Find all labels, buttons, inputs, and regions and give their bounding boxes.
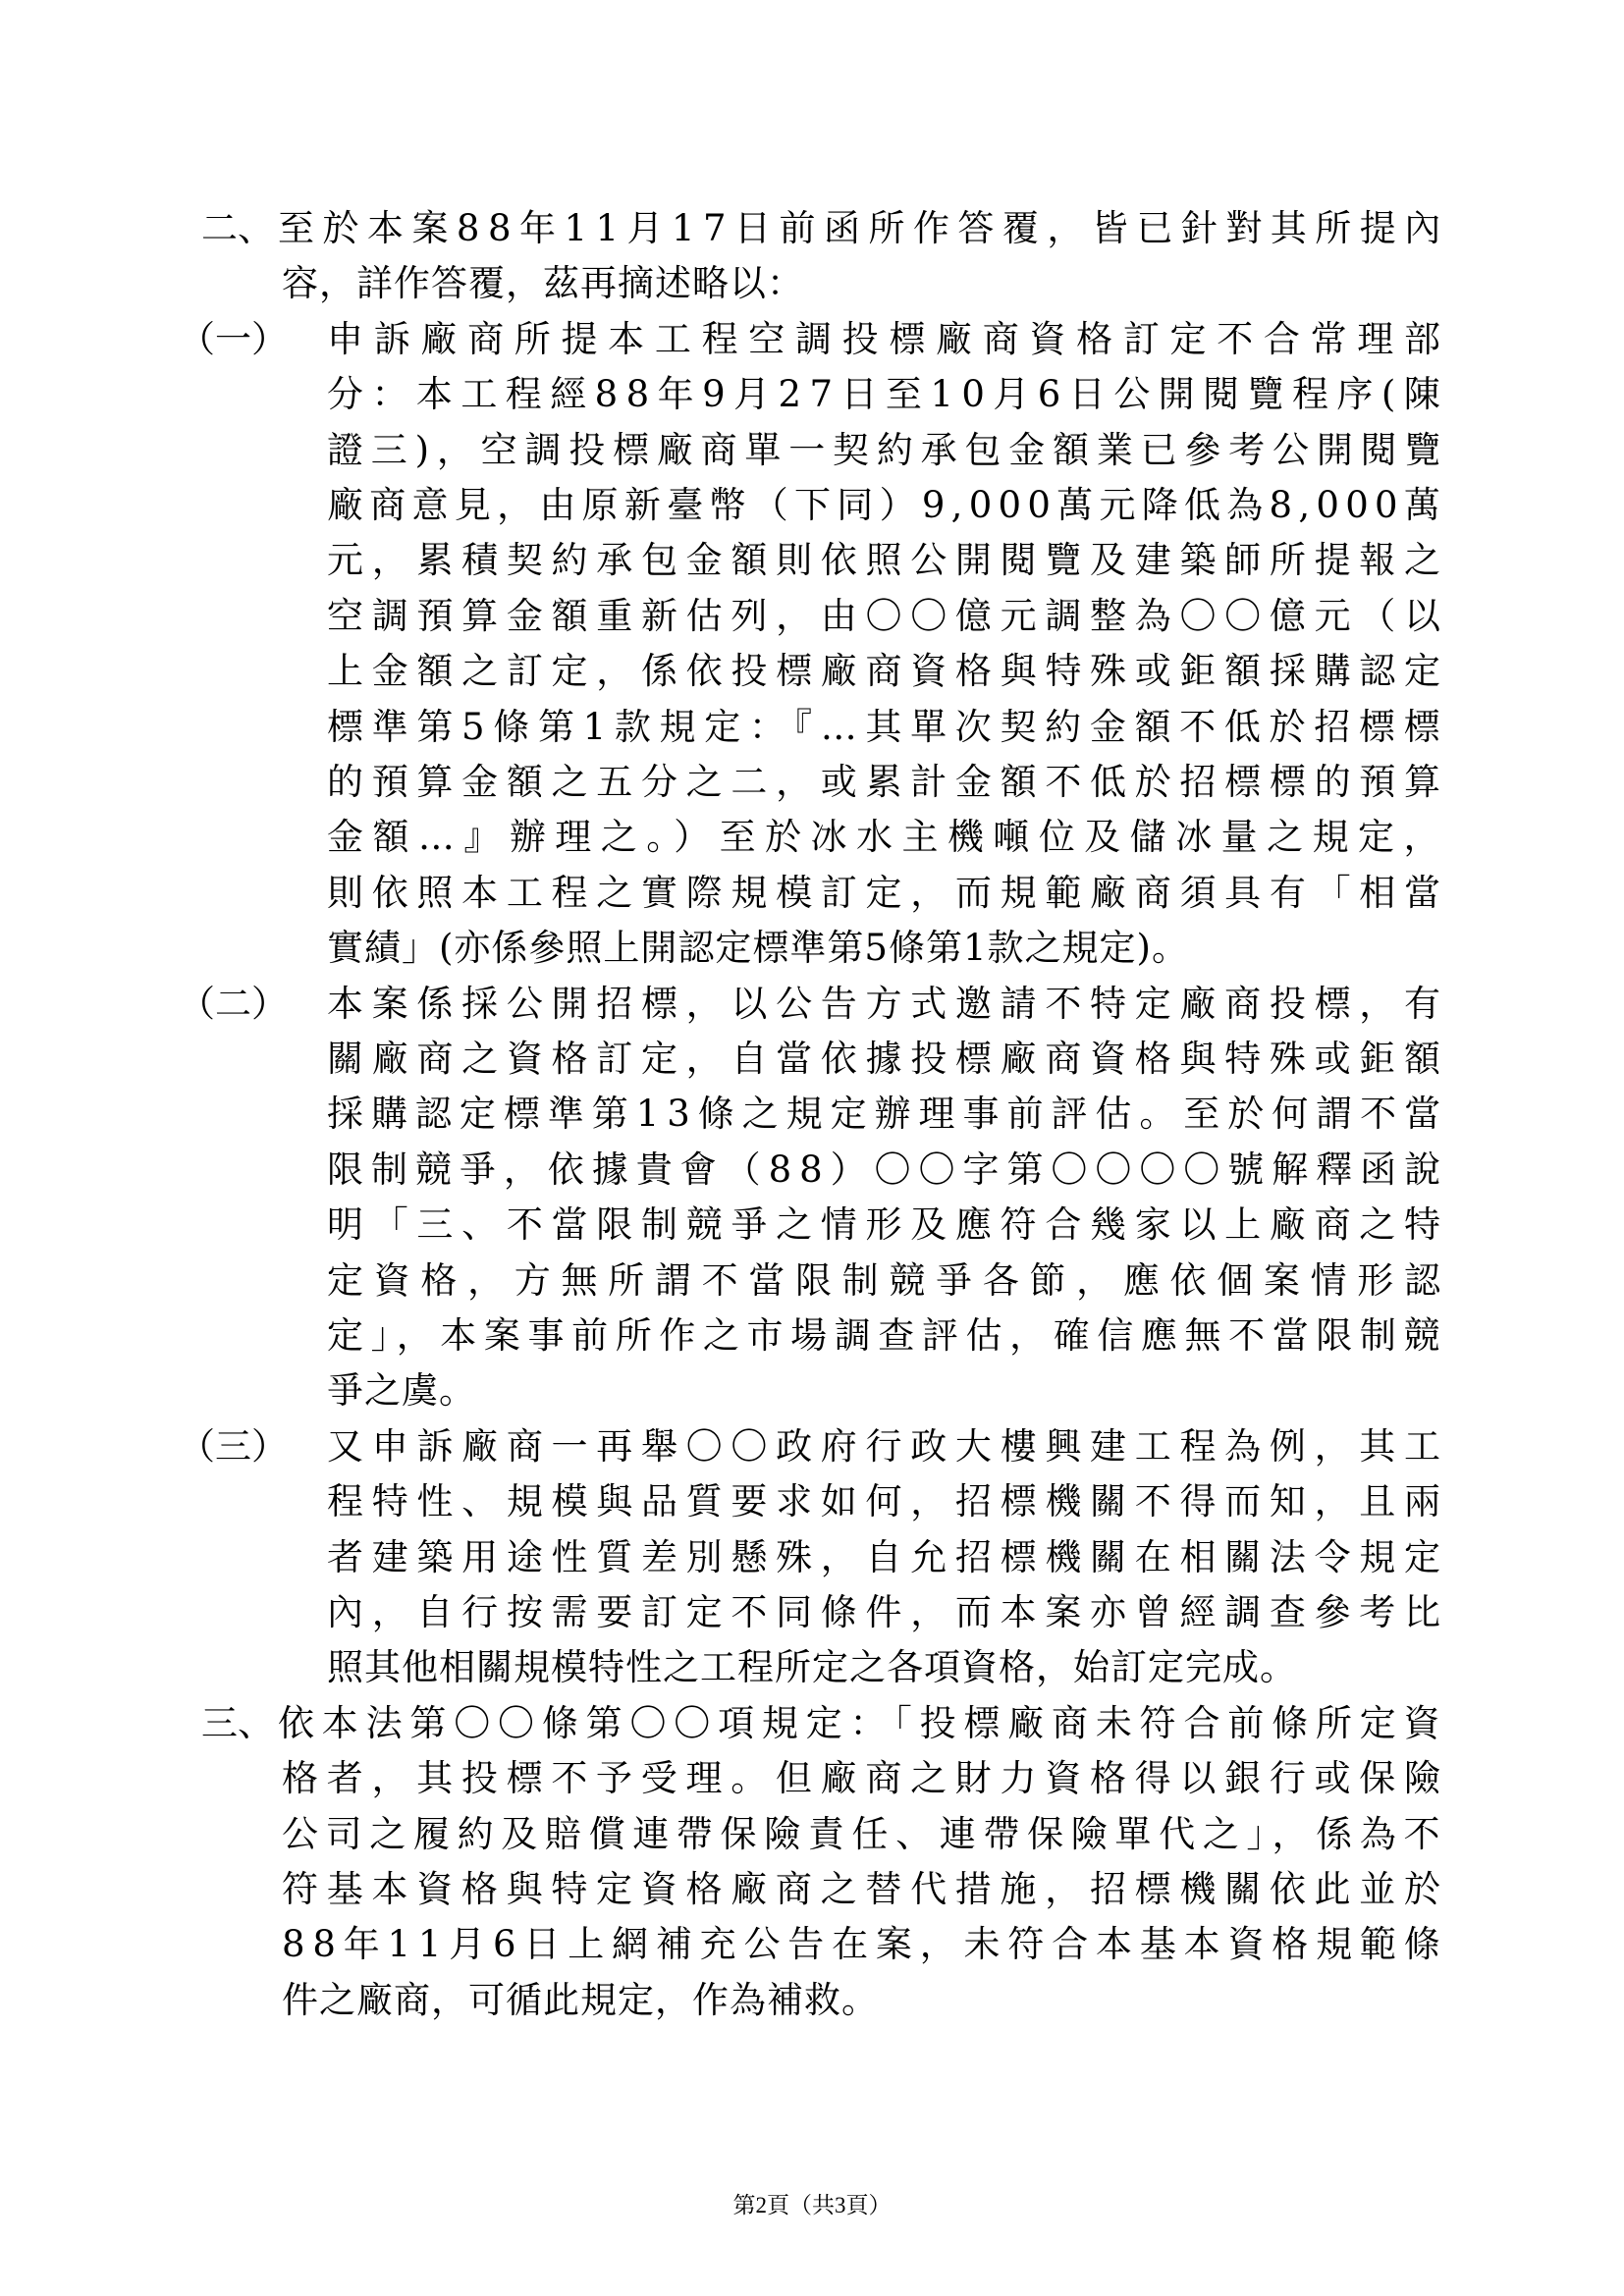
- item-text-line: 程特性、規模與品質要求如何，招標機關不得而知，且兩: [327, 1480, 1449, 1523]
- section-text-line: 依本法第〇〇條第〇〇項規定：「投標廠商未符合前條所定資: [278, 1701, 1448, 1744]
- item-text-line: 照其他相關規模特性之工程所定之各項資格，始訂定完成。: [327, 1646, 1297, 1689]
- item-text-line: 明「三、不當限制競爭之情形及應符合幾家以上廠商之特: [327, 1203, 1449, 1247]
- item-text-line: 申訴廠商所提本工程空調投標廠商資格訂定不合常理部: [327, 317, 1451, 360]
- item-text-line: 定資格，方無所謂不當限制競爭各節，應依個案情形認: [327, 1258, 1451, 1302]
- item-text-line: 關廠商之資格訂定，自當依據投標廠商資格與特殊或鉅額: [327, 1038, 1449, 1080]
- item-text-line: 內，自行按需要訂定不同條件，而本案亦曾經調查參考比: [327, 1591, 1449, 1633]
- section-text-line: 至於本案88年11月17日前函所作答覆，皆已針對其所提內: [278, 207, 1449, 249]
- item-text-line: 限制競爭，依據貴會（88）〇〇字第〇〇〇〇號解釋函說: [327, 1148, 1449, 1191]
- item-text-line: 空調預算金額重新估列，由〇〇億元調整為〇〇億元（以: [327, 594, 1449, 637]
- item-text-line: 元，累積契約承包金額則依照公開閱覽及建築師所提報之: [327, 539, 1449, 582]
- item-text-line: 廠商意見，由原新臺幣（下同）9,000萬元降低為8,000萬: [327, 484, 1447, 526]
- item-text-line: 則依照本工程之實際規模訂定，而規範廠商須具有「相當: [327, 871, 1449, 914]
- item-number: （二）: [179, 982, 288, 1025]
- item-number: （一）: [179, 317, 288, 360]
- section-text-line: 88年11月6日上網補充公告在案，未符合本基本資格規範條: [282, 1923, 1448, 1966]
- item-text-line: 本案係採公開招標，以公告方式邀請不特定廠商投標，有: [327, 982, 1449, 1025]
- item-text-line: 標準第5條第1款規定：『…其單次契約金額不低於招標標: [327, 705, 1449, 748]
- item-text-line: 爭之虞。: [327, 1369, 476, 1413]
- item-text-line: 採購認定標準第13條之規定辦理事前評估。至於何謂不當: [327, 1093, 1449, 1136]
- item-text-line: 的預算金額之五分之二，或累計金額不低於招標標的預算: [327, 761, 1449, 803]
- item-text-line: 者建築用途性質差別懸殊，自允招標機關在相關法令規定: [327, 1535, 1449, 1578]
- item-text-line: 金額…』辦理之。）至於冰水主機噸位及儲冰量之規定，: [327, 816, 1449, 859]
- item-number: （三）: [179, 1424, 288, 1468]
- item-text-line: 又申訴廠商一再舉〇〇政府行政大樓興建工程為例，其工: [327, 1424, 1449, 1468]
- item-text-line: 上金額之訂定，係依投標廠商資格與特殊或鉅額採購認定: [327, 650, 1449, 693]
- item-text-line: 定」，本案事前所作之市場調查評估，確信應無不當限制競: [327, 1314, 1448, 1357]
- section-number: 二、: [201, 207, 274, 249]
- section-text-line: 公司之履約及賠償連帶保險責任、連帶保險單代之」，係為不: [282, 1812, 1448, 1855]
- section-text-line: 件之廠商，可循此規定，作為補救。: [282, 1978, 879, 2021]
- section-text-line: 符基本資格與特定資格廠商之替代措施，招標機關依此並於: [282, 1868, 1449, 1910]
- section-text-line: 容，詳作答覆，茲再摘述略以：: [282, 262, 804, 305]
- page-footer: 第2頁（共3頁）: [732, 2193, 892, 2217]
- section-text-line: 格者，其投標不予受理。但廠商之財力資格得以銀行或保險: [282, 1757, 1449, 1800]
- item-text-line: 實績」(亦係參照上開認定標準第5條第1款之規定)。: [327, 927, 1189, 970]
- item-text-line: 分：本工程經88年9月27日至10月6日公開閱覽程序(陳: [327, 373, 1449, 416]
- section-number: 三、: [201, 1701, 274, 1744]
- item-text-line: 證三)，空調投標廠商單一契約承包金額業已參考公開閱覽: [327, 428, 1449, 471]
